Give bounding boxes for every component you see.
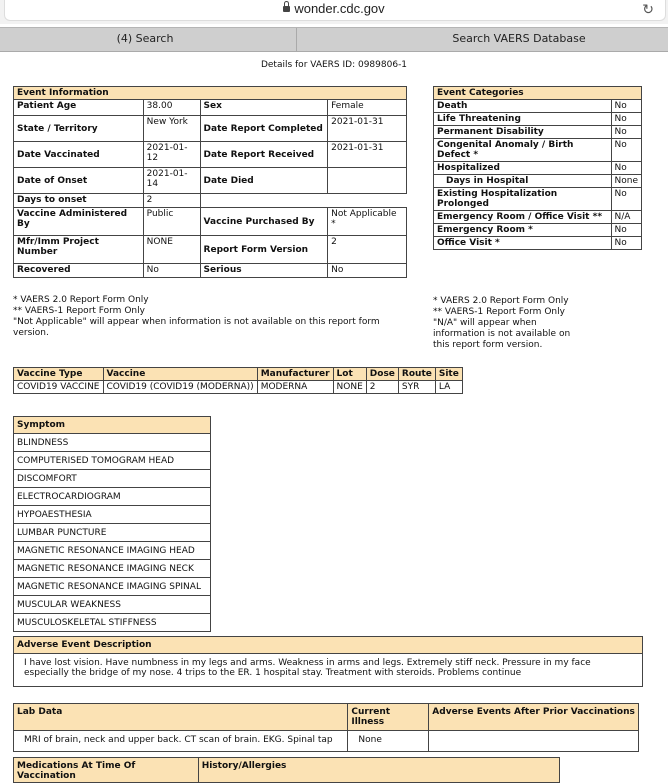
label-permanent-disability: Permanent Disability (434, 126, 612, 139)
label-vaccine-purchased-by: Vaccine Purchased By (200, 208, 328, 236)
note-vaers1: ** VAERS-1 Report Form Only (433, 307, 565, 317)
value-office-visit: No (611, 237, 641, 250)
value-date-report-received: 2021-01-31 (328, 142, 407, 168)
url-text: wonder.cdc.gov (294, 1, 385, 16)
list-item: LUMBAR PUNCTURE (14, 524, 211, 542)
event-categories-header: Event Categories (434, 87, 642, 100)
col-manufacturer: Manufacturer (257, 368, 333, 381)
value-recovered: No (143, 264, 200, 278)
empty-cell (200, 194, 406, 208)
list-item: MAGNETIC RESONANCE IMAGING SPINAL (14, 578, 211, 596)
col-lot: Lot (333, 368, 366, 381)
label-days-in-hospital: Days in Hospital (434, 175, 612, 188)
url-display (0, 1, 668, 16)
adverse-event-text: I have lost vision. Have numbness in my legs and arms. Weakness in arms and legs. Extremely stiff neck. Pressure in my face especially the bridge of my nose. 4 trips to the ER. 1 hospital stay. Treatment with steroids. Problems continue (14, 654, 643, 687)
label-life-threatening: Life Threatening (434, 113, 612, 126)
symptom-table (13, 416, 211, 632)
col-lab-data: Lab Data (14, 704, 348, 731)
value-state: New York (143, 116, 200, 142)
cell-lot: NONE (333, 381, 366, 394)
label-report-form-version: Report Form Version (200, 236, 328, 264)
list-item: DISCOMFORT (14, 470, 211, 488)
cell-prior-vaccinations (429, 731, 639, 752)
event-information-table (13, 86, 407, 278)
value-date-vaccinated: 2021-01-12 (143, 142, 200, 168)
note-not-applicable: "Not Applicable" will appear when information is not available on this report form version. (13, 317, 380, 338)
col-site: Site (435, 368, 462, 381)
label-date-vaccinated: Date Vaccinated (14, 142, 144, 168)
value-days-to-onset: 2 (143, 194, 200, 208)
reload-icon[interactable]: ↻ (642, 2, 654, 18)
value-permanent-disability: No (611, 126, 641, 139)
cell-lab-data: MRI of brain, neck and upper back. CT scan of brain. EKG. Spinal tap (14, 731, 348, 752)
list-item: ELECTROCARDIOGRAM (14, 488, 211, 506)
value-life-threatening: No (611, 113, 641, 126)
event-information-header: Event Information (14, 87, 407, 100)
value-death: No (611, 100, 641, 113)
label-congenital-anomaly: Congenital Anomaly / Birth Defect * (434, 139, 612, 162)
value-date-of-onset: 2021-01-14 (143, 168, 200, 194)
label-date-of-onset: Date of Onset (14, 168, 144, 194)
value-emergency-room: No (611, 224, 641, 237)
value-mfr-project-number: NONE (143, 236, 200, 264)
cell-manufacturer: MODERNA (257, 381, 333, 394)
col-medications: Medications At Time Of Vaccination (14, 758, 199, 783)
value-sex: Female (328, 100, 407, 116)
list-item: HYPOAESTHESIA (14, 506, 211, 524)
value-er-office-visit: N/A (611, 211, 641, 224)
list-item: COMPUTERISED TOMOGRAM HEAD (14, 452, 211, 470)
label-days-to-onset: Days to onset (14, 194, 144, 208)
medications-table (13, 757, 560, 783)
col-dose: Dose (366, 368, 398, 381)
label-serious: Serious (200, 264, 328, 278)
value-vaccine-administered-by: Public (143, 208, 200, 236)
cell-route: SYR (398, 381, 435, 394)
label-sex: Sex (200, 100, 328, 116)
adverse-event-header: Adverse Event Description (14, 637, 643, 654)
event-information-notes (13, 295, 403, 339)
col-vaccine-type: Vaccine Type (14, 368, 104, 381)
value-congenital-anomaly: No (611, 139, 641, 162)
tab-divider (296, 28, 297, 51)
vaccine-table (13, 367, 463, 394)
label-recovered: Recovered (14, 264, 144, 278)
list-item: BLINDNESS (14, 434, 211, 452)
label-vaccine-administered-by: Vaccine Administered By (14, 208, 144, 236)
symptom-header: Symptom (14, 417, 211, 434)
col-vaccine: Vaccine (103, 368, 257, 381)
tab-search-vaers[interactable]: Search VAERS Database (452, 32, 586, 45)
col-history-allergies: History/Allergies (198, 758, 559, 783)
value-vaccine-purchased-by: Not Applicable * (328, 208, 407, 236)
note-vaers2: * VAERS 2.0 Report Form Only (433, 296, 569, 306)
event-categories-notes (433, 296, 583, 351)
cell-current-illness: None (348, 731, 429, 752)
cell-dose: 2 (366, 381, 398, 394)
browser-tabs (0, 27, 668, 52)
value-hospitalized: No (611, 162, 641, 175)
list-item: MAGNETIC RESONANCE IMAGING HEAD (14, 542, 211, 560)
col-current-illness: Current Illness (348, 704, 429, 731)
label-emergency-room: Emergency Room * (434, 224, 612, 237)
value-date-died (328, 168, 407, 194)
list-item: MUSCULOSKELETAL STIFFNESS (14, 614, 211, 632)
value-patient-age: 38.00 (143, 100, 200, 116)
lab-data-table (13, 703, 639, 752)
label-er-office-visit: Emergency Room / Office Visit ** (434, 211, 612, 224)
list-item: MAGNETIC RESONANCE IMAGING NECK (14, 560, 211, 578)
note-vaers1: ** VAERS-1 Report Form Only (13, 306, 145, 316)
cell-vaccine-type: COVID19 VACCINE (14, 381, 104, 394)
label-mfr-project-number: Mfr/Imm Project Number (14, 236, 144, 264)
col-prior-vaccinations: Adverse Events After Prior Vaccinations (429, 704, 639, 731)
label-office-visit: Office Visit * (434, 237, 612, 250)
tab-search[interactable]: (4) Search (116, 32, 174, 45)
col-route: Route (398, 368, 435, 381)
event-categories-table (433, 86, 642, 250)
label-date-report-completed: Date Report Completed (200, 116, 328, 142)
label-date-report-received: Date Report Received (200, 142, 328, 168)
label-patient-age: Patient Age (14, 100, 144, 116)
value-serious: No (328, 264, 407, 278)
value-existing-hospitalization: No (611, 188, 641, 211)
cell-vaccine: COVID19 (COVID19 (MODERNA)) (103, 381, 257, 394)
value-report-form-version: 2 (328, 236, 407, 264)
note-na: "N/A" will appear when information is not available on this report form version. (433, 318, 571, 350)
value-days-in-hospital: None (611, 175, 641, 188)
label-state: State / Territory (14, 116, 144, 142)
label-hospitalized: Hospitalized (434, 162, 612, 175)
lock-icon (283, 6, 290, 12)
cell-site: LA (435, 381, 462, 394)
label-existing-hospitalization: Existing Hospitalization Prolonged (434, 188, 612, 211)
label-death: Death (434, 100, 612, 113)
note-vaers2: * VAERS 2.0 Report Form Only (13, 295, 149, 305)
label-date-died: Date Died (200, 168, 328, 194)
page-title: Details for VAERS ID: 0989806-1 (260, 60, 408, 70)
value-date-report-completed: 2021-01-31 (328, 116, 407, 142)
list-item: MUSCULAR WEAKNESS (14, 596, 211, 614)
adverse-event-table (13, 636, 643, 687)
browser-url-bar[interactable] (0, 0, 668, 24)
